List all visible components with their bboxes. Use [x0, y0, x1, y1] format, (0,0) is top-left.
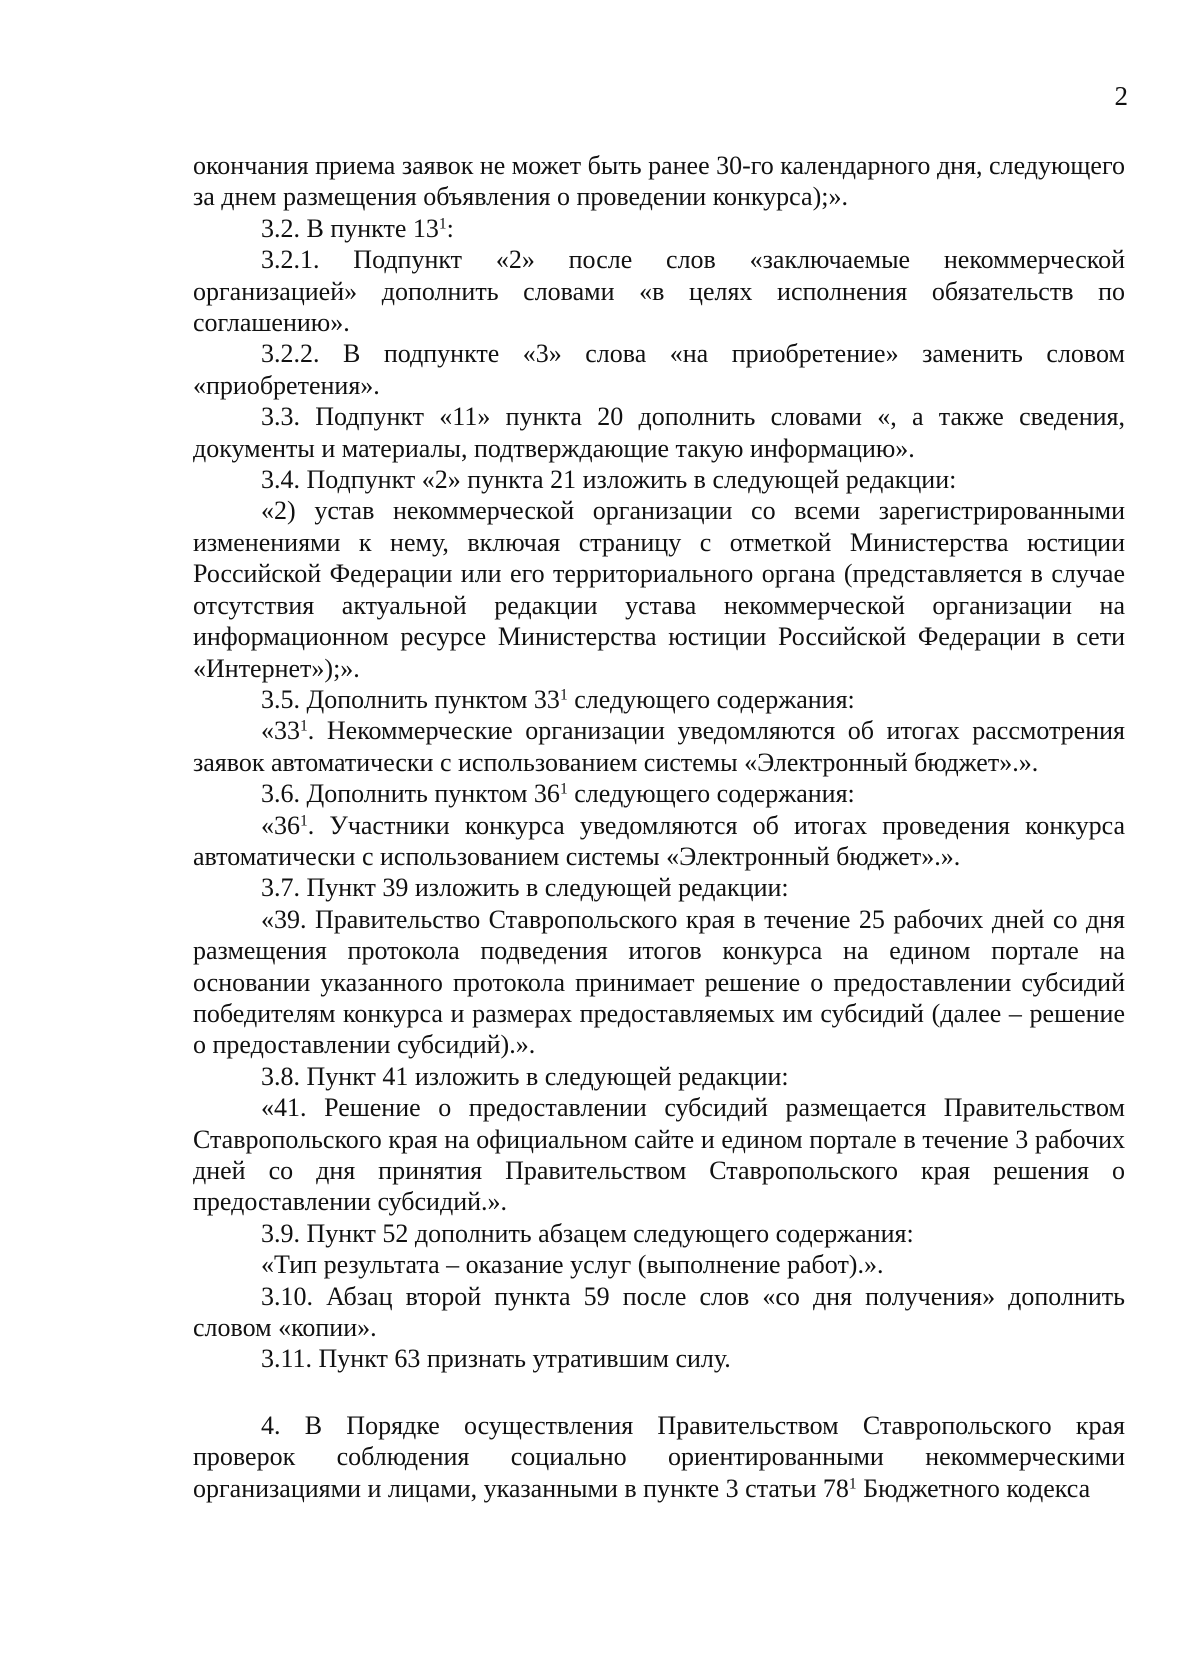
text-segment: 3.2.1. Подпункт «2» после слов «заключаемые некоммерческой организацией» дополнить словами «в целях исполнения обязательств по соглашению».	[193, 245, 1125, 338]
superscript: 1	[559, 686, 568, 704]
text-segment: «Тип результата – оказание услуг (выполнение работ).».	[261, 1250, 884, 1280]
text-segment: 3.5. Дополнить пунктом 33	[261, 684, 560, 714]
paragraph	[193, 1343, 1125, 1374]
paragraph	[193, 213, 1125, 244]
text-segment: 3.9. Пункт 52 дополнить абзацем следующего содержания:	[261, 1218, 914, 1248]
paragraph	[193, 1061, 1125, 1092]
document-body	[193, 150, 1125, 1504]
paragraph	[193, 810, 1125, 873]
text-segment: «41. Решение о предоставлении субсидий размещается Правительством Ставропольского края на официальном сайте и едином портале в течение 3 рабочих дней со дня принятия Правительством Ставропольского края решения о предоставлении субсидий.».	[193, 1093, 1125, 1217]
text-segment: «36	[261, 810, 300, 840]
paragraph	[193, 464, 1125, 495]
text-segment: следующего содержания:	[567, 684, 855, 714]
text-segment: 4. В Порядке осуществления Правительством Ставропольского края проверок соблюдения социально ориентированными некоммерческими организациями и лицами, указанными в пункте 3 статьи 78	[193, 1410, 1125, 1503]
text-segment: 3.4. Подпункт «2» пункта 21 изложить в следующей редакции:	[261, 465, 957, 495]
text-segment: Бюджетного кодекса	[856, 1473, 1091, 1503]
text-segment: . Некоммерческие организации уведомляются об итогах рассмотрения заявок автоматически с использованием системы «Электронный бюджет».».	[193, 716, 1125, 777]
paragraph	[193, 872, 1125, 903]
paragraph	[193, 778, 1125, 809]
paragraph	[193, 1092, 1125, 1218]
paragraph	[193, 150, 1125, 213]
text-segment: окончания приема заявок не может быть ранее 30-го календарного дня, следующего за днем размещения объявления о проведении конкурса);».	[193, 151, 1125, 212]
paragraph	[193, 1281, 1125, 1344]
text-segment: 3.3. Подпункт «11» пункта 20 дополнить словами «, а также сведения, документы и материалы, подтверждающие такую информацию».	[193, 402, 1125, 463]
page-number: 2	[1114, 81, 1128, 111]
superscript: 1	[848, 1475, 857, 1493]
superscript: 1	[559, 780, 568, 798]
superscript: 1	[438, 215, 447, 233]
text-segment: следующего содержания:	[567, 779, 855, 809]
superscript: 1	[300, 811, 308, 829]
text-segment: 3.10. Абзац второй пункта 59 после слов «со дня получения» дополнить словом «копии».	[193, 1281, 1125, 1343]
text-segment: 3.6. Дополнить пунктом 36	[261, 779, 560, 809]
paragraph	[193, 401, 1125, 464]
paragraph	[193, 1410, 1125, 1504]
text-segment: «33	[261, 716, 300, 746]
text-segment: 3.8. Пункт 41 изложить в следующей редакции:	[261, 1061, 789, 1091]
text-segment: «39. Правительство Ставропольского края в течение 25 рабочих дней со дня размещения протокола подведения итогов конкурса на едином портале на основании указанного протокола принимает решение о предоставлении субсидий победителям конкурса и размерах предоставляемых им субсидий (далее – решение о предоставлении субсидий).».	[193, 904, 1125, 1060]
text-segment: 3.11. Пункт 63 признать утратившим силу.	[261, 1344, 731, 1374]
paragraph	[193, 338, 1125, 401]
paragraph	[193, 684, 1125, 715]
text-segment: . Участники конкурса уведомляются об итогах проведения конкурса автоматически с использованием системы «Электронный бюджет».».	[193, 810, 1125, 871]
text-segment: 3.2.2. В подпункте «3» слова «на приобретение» заменить словом «приобретения».	[193, 339, 1125, 400]
text-segment: «2) устав некоммерческой организации со всеми зарегистрированными изменениями к нему, включая страницу с отметкой Министерства юстиции Российской Федерации или его территориального органа (представляется в случае отсутствия актуальной редакции устава некоммерческой организации на информационном ресурсе Министерства юстиции Российской Федерации в сети «Интернет»);».	[193, 496, 1125, 683]
text-segment: 3.7. Пункт 39 изложить в следующей редакции:	[261, 873, 789, 903]
superscript: 1	[300, 717, 308, 735]
text-segment: 3.2. В пункте 13	[261, 213, 439, 243]
paragraph	[193, 1249, 1125, 1280]
paragraph	[193, 495, 1125, 683]
paragraph	[193, 904, 1125, 1061]
text-segment: :	[446, 213, 454, 243]
paragraph	[193, 244, 1125, 338]
paragraph	[193, 1218, 1125, 1249]
paragraph	[193, 715, 1125, 778]
